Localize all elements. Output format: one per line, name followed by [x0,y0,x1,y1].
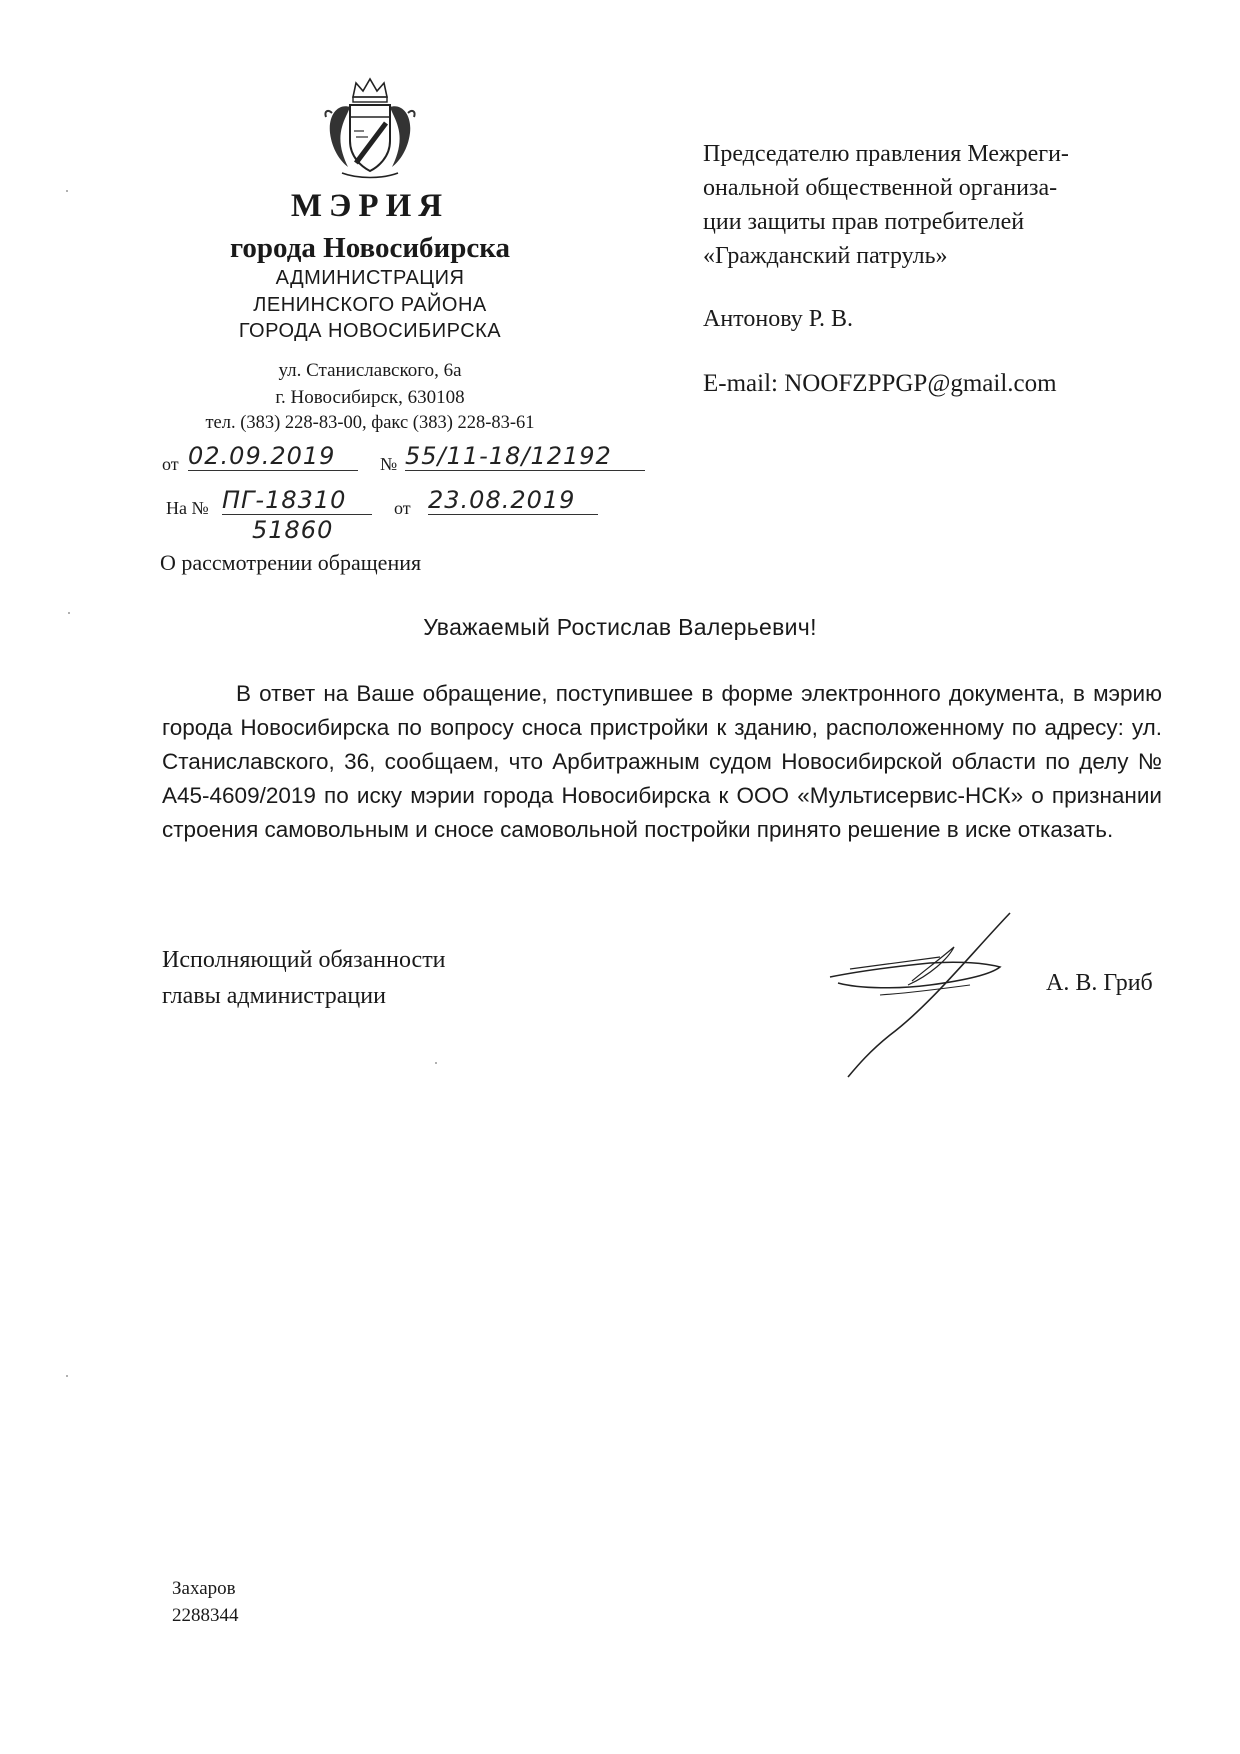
reply-number-secondary: 51860 [252,516,334,544]
org-admin-line: ГОРОДА НОВОСИБИРСКА [238,320,502,342]
ref-date: 02.09.2019 [188,442,358,471]
ref-number: 55/11-18/12192 [405,442,645,471]
scan-speck [66,190,68,192]
reply-date: 23.08.2019 [428,486,598,515]
letter-subject: О рассмотрении обращения [160,550,422,575]
scan-speck [68,612,70,614]
addressee-name: Антонову Р. В. [703,306,854,332]
addressee-block [703,137,1163,273]
addressee-line: «Гражданский патруль» [703,243,948,269]
coat-of-arms-emblem [320,75,420,185]
reply-number: ПГ-18310 [222,486,372,515]
reply-date-label: от [394,498,411,518]
handwritten-signature [820,905,1020,1085]
ref-date-label: от [162,454,179,474]
salutation: Уважаемый Ростислав Валерьевич! [423,614,817,640]
addressee-email: E-mail: NOOFZPPGP@gmail.com [703,370,1057,397]
ref-number-label: № [380,454,398,474]
org-address-line: г. Новосибирск, 630108 [275,387,465,408]
letter-body: В ответ на Ваше обращение, поступившее в форме электронного документа, в мэрию города Новосибирска по вопросу сноса пристройки к зданию, расположенному по адресу: ул. Станиславского, 36, сообщаем, что Арбитражным судом Новосибирской области по делу № А45-4609/2019 по иску мэрии города Новосибирска к ООО «Мультисервис-НСК» о признании строения самовольным и сносе самовольной постройки принято решение в иске отказать. [162,681,1162,842]
org-admin-line: ЛЕНИНСКОГО РАЙОНА [253,294,487,316]
executor-name: Захаров [172,1578,236,1599]
org-admin-line: АДМИНИСТРАЦИЯ [275,267,465,289]
signer-title [162,942,446,1014]
scan-speck [66,1375,68,1377]
org-title: МЭРИЯ [290,188,450,224]
addressee-line: ции защиты прав потребителей [703,209,1025,235]
signer-title-line: Исполняющий обязанности [162,947,446,973]
reply-number-label: На № [166,498,209,518]
executor-block [172,1575,239,1629]
addressee-line: Председателю правления Межреги- [703,141,1069,167]
org-phone-fax: тел. (383) 228-83-00, факс (383) 228-83-61 [205,413,535,433]
org-address-line: ул. Станиславского, 6а [278,360,462,381]
executor-phone: 2288344 [172,1605,239,1626]
signer-title-line: главы администрации [162,983,386,1009]
addressee-line: ональной общественной организа- [703,175,1058,201]
scan-speck [435,1062,437,1064]
org-city: города Новосибирска [229,232,511,264]
signer-name: А. В. Гриб [1046,970,1153,996]
